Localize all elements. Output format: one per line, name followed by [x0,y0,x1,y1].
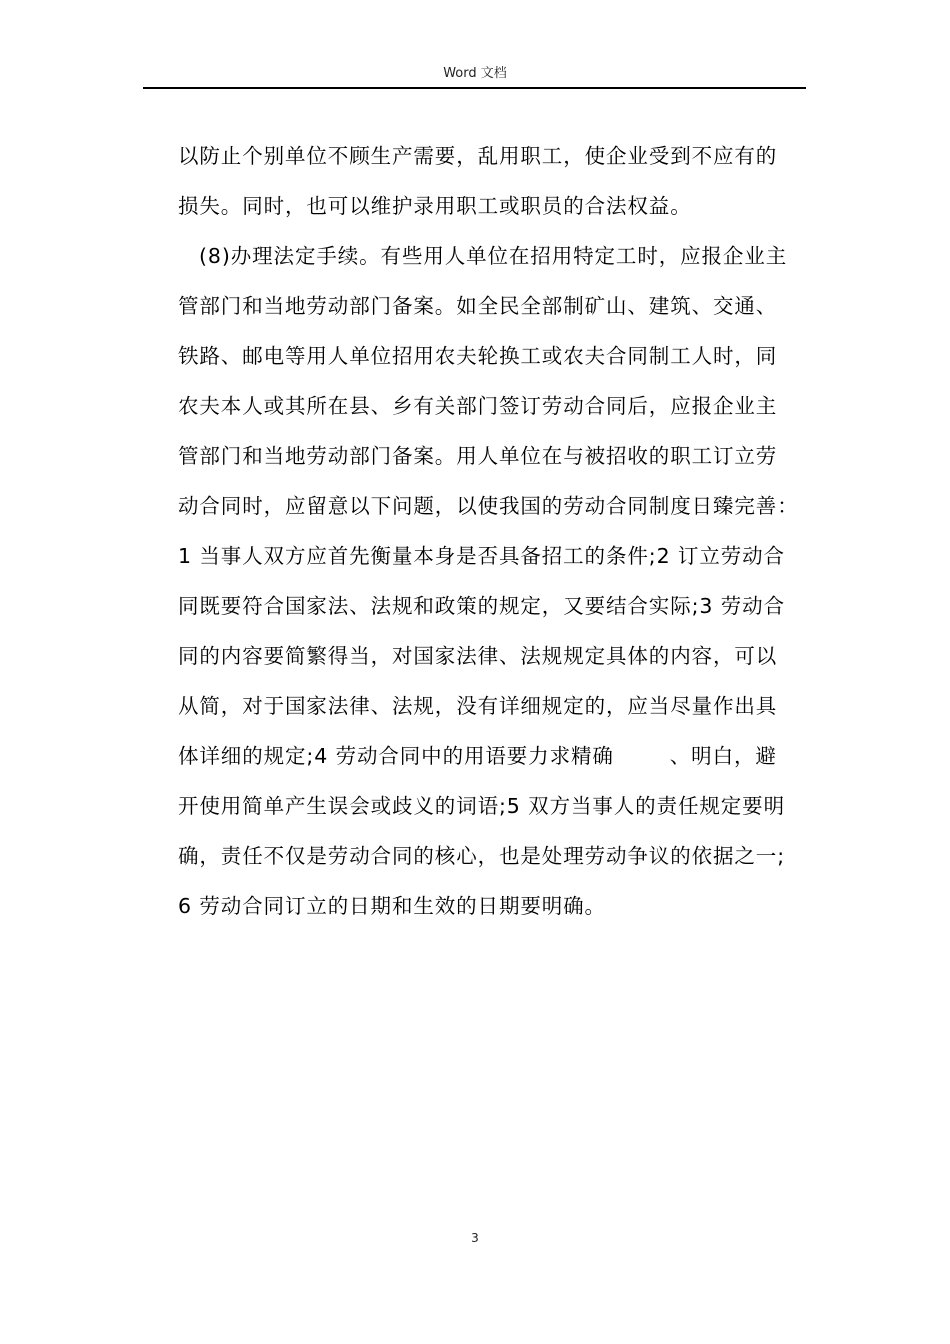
text-line: 6 劳动合同订立的日期和生效的日期要明确。 [178,894,606,918]
text-line: (8)办理法定手续。有些用人单位在招用特定工时，应报企业主 [199,244,788,268]
text-line: 从简，对于国家法律、法规，没有详细规定的，应当尽量作出具 [178,694,778,718]
text-line: 同的内容要简繁得当，对国家法律、法规规定具体的内容，可以 [178,644,778,668]
text-line: 管部门和当地劳动部门备案。用人单位在与被招收的职工订立劳 [178,444,778,468]
text-line: 开使用简单产生误会或歧义的词语;5 双方当事人的责任规定要明 [178,794,785,818]
text-line: 损失。同时，也可以维护录用职工或职员的合法权益。 [178,194,692,218]
text-line [178,731,818,781]
text-line: 铁路、邮电等用人单位招用农夫轮换工或农夫合同制工人时，同 [178,344,778,368]
page-header: Word 文档 [443,66,507,81]
text-line: 1 当事人双方应首先衡量本身是否具备招工的条件;2 订立劳动合 [178,544,785,568]
text-line: 管部门和当地劳动部门备案。如全民全部制矿山、建筑、交通、 [178,294,778,318]
text-line: 动合同时，应留意以下问题，以使我国的劳动合同制度日臻完善： [178,494,799,518]
page-number: 3 [471,1231,479,1245]
text-line: 同既要符合国家法、法规和政策的规定，又要结合实际;3 劳动合 [178,594,785,618]
text-line: 以防止个别单位不顾生产需要，乱用职工，使企业受到不应有的 [178,144,778,168]
text-segment: 、明白，避 [669,744,777,768]
header-divider [143,87,806,89]
text-line: 农夫本人或其所在县、乡有关部门签订劳动合同后，应报企业主 [178,394,778,418]
body-text [178,131,818,931]
text-segment: 体详细的规定;4 劳动合同中的用语要力求精确 [178,744,614,768]
text-line: 确，责任不仅是劳动合同的核心，也是处理劳动争议的依据之一; [178,844,786,868]
